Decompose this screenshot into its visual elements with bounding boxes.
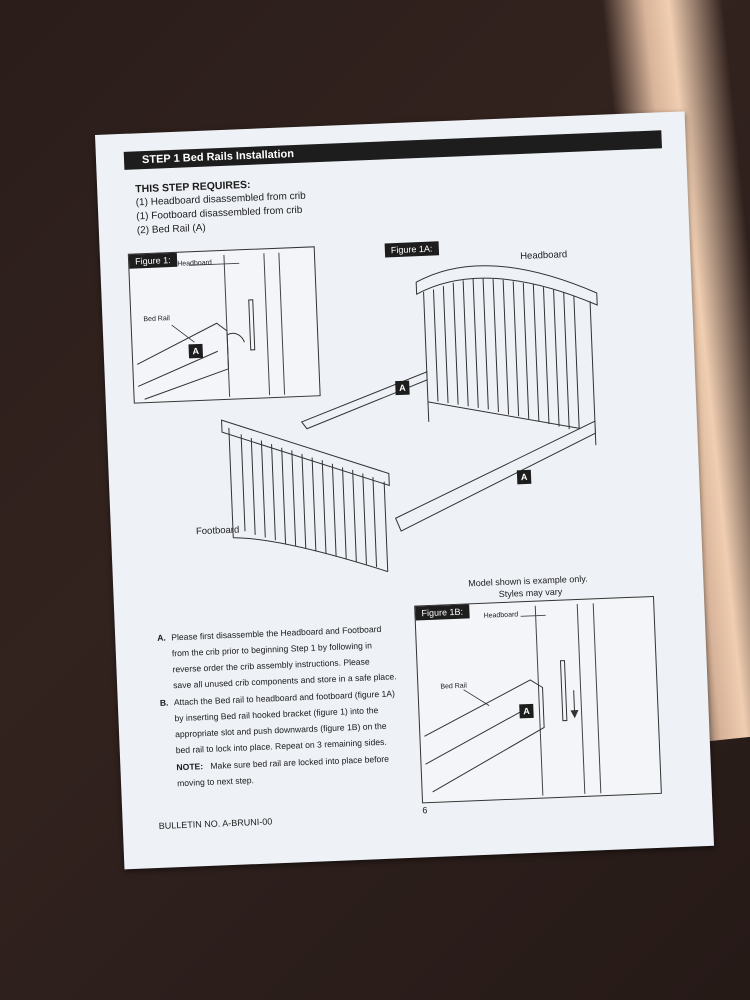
figure-1a-label: Figure 1A:: [385, 241, 439, 257]
figure-1-marker-a: A: [188, 344, 203, 359]
instruction-b-line-4: bed rail to lock into place. Repeat on 3 remaining sides.: [175, 736, 387, 756]
figure-1b-marker-a: A: [519, 704, 534, 719]
figure-1a-marker-top: A: [395, 381, 410, 396]
page-number: 6: [422, 805, 428, 816]
bulletin-number: BULLETIN NO. A-BRUNI-00: [158, 816, 273, 831]
figure-1-bed-rail-label: Bed Rail: [143, 315, 171, 324]
instruction-b-line-1: Attach the Bed rail to headboard and footboard (figure 1A): [173, 688, 396, 708]
figure-1a-footboard-label: Footboard: [195, 524, 240, 538]
model-note-line-2: Styles may vary: [498, 586, 563, 600]
instruction-a-line-3: reverse order the crib assembly instructions. Please: [172, 656, 370, 675]
instruction-b-label: B.: [159, 697, 169, 708]
instruction-sheet: [95, 111, 714, 869]
instruction-b-line-2: by inserting Bed rail hooked bracket (figure 1) into the: [174, 705, 379, 724]
figure-1a-marker-bottom: A: [517, 470, 532, 485]
instruction-a-line-1: Please first disassemble the Headboard and Footboard: [171, 623, 382, 643]
step-title: STEP 1 Bed Rails Installation: [124, 130, 662, 170]
instruction-b-line-3: appropriate slot and push downwards (figure 1B) on the: [174, 720, 387, 740]
note-line-2: moving to next step.: [176, 775, 255, 789]
figure-1a-bed-drawing: [210, 244, 643, 581]
instruction-a-label: A.: [157, 632, 167, 643]
figure-1-headboard-label: Headboard: [177, 259, 213, 268]
requires-heading: THIS STEP REQUIRES:: [134, 178, 251, 196]
note-line-1: Make sure bed rail are locked into place before: [210, 753, 390, 771]
model-note-line-1: Model shown is example only.: [468, 573, 588, 589]
note-label: NOTE:: [176, 761, 204, 773]
figure-1b-panel: [414, 596, 662, 803]
figure-1b-headboard-label: Headboard: [483, 611, 519, 620]
instruction-a-line-4: save all unused crib components and store in a safe place.: [172, 671, 397, 691]
instruction-a-line-2: from the crib prior to beginning Step 1 by following in: [171, 640, 373, 659]
figure-1a-headboard-label: Headboard: [519, 249, 568, 263]
figure-1-label: Figure 1:: [129, 253, 177, 269]
requires-item-3: (2) Bed Rail (A): [136, 222, 206, 237]
figure-1b-label: Figure 1B:: [415, 604, 469, 620]
figure-1b-bed-rail-label: Bed Rail: [440, 682, 468, 691]
requires-item-1: (1) Headboard disassembled from crib: [135, 190, 306, 209]
figure-1b-drawing: [415, 597, 661, 802]
requires-item-2: (1) Footboard disassembled from crib: [136, 204, 303, 223]
